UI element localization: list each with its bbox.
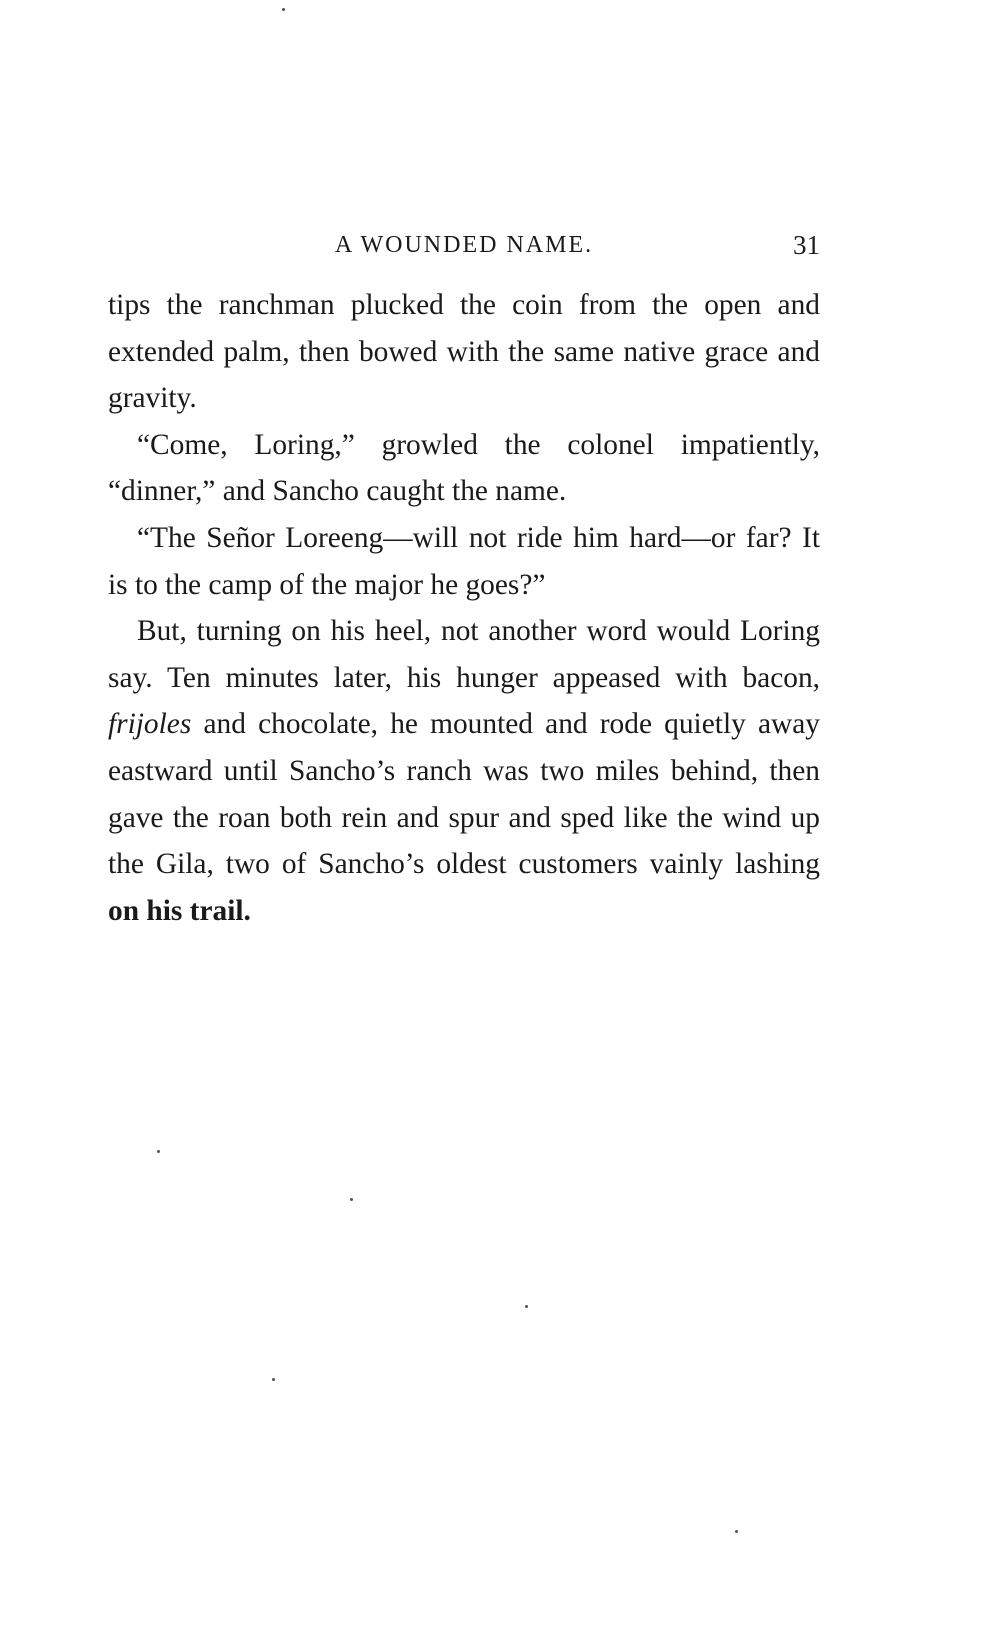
- paper-speck: [157, 1150, 160, 1153]
- paragraph-4-bold-tail: on his trail.: [108, 894, 251, 927]
- paragraph-1: tips the ranchman plucked the coin from the open and extended palm, then bowed with the same native grace and gravity.: [108, 289, 820, 415]
- page-number: 31: [793, 230, 820, 260]
- paper-speck: [282, 8, 285, 11]
- paper-speck: [350, 1198, 353, 1201]
- paragraph-4: [108, 608, 820, 934]
- paper-speck: [735, 1530, 738, 1533]
- body-text: [108, 282, 820, 934]
- paragraph-3: “The Señor Loreeng—will not ride him hard—or far? It is to the camp of the major he goes?”: [108, 521, 820, 601]
- paragraph-4-text-a: But, turning on his heel, not another word would Loring say. Ten minutes later, his hunger appeased with bacon,: [108, 615, 820, 694]
- italic-word-frijoles: frijoles: [108, 708, 192, 741]
- page-header: [108, 225, 820, 265]
- paragraph-2: “Come, Loring,” growled the colonel impatiently, “dinner,” and Sancho caught the name.: [108, 428, 820, 508]
- paper-speck: [272, 1378, 275, 1381]
- running-head: A WOUNDED NAME.: [334, 232, 594, 258]
- paper-speck: [525, 1305, 528, 1308]
- paragraph-4-text-b: and chocolate, he mounted and rode quietly away eastward until Sancho’s ranch was two miles behind, then gave the roan both rein and spur and sped like the wind up the Gila, two of Sancho’s oldest customers vainly lashing: [108, 708, 820, 881]
